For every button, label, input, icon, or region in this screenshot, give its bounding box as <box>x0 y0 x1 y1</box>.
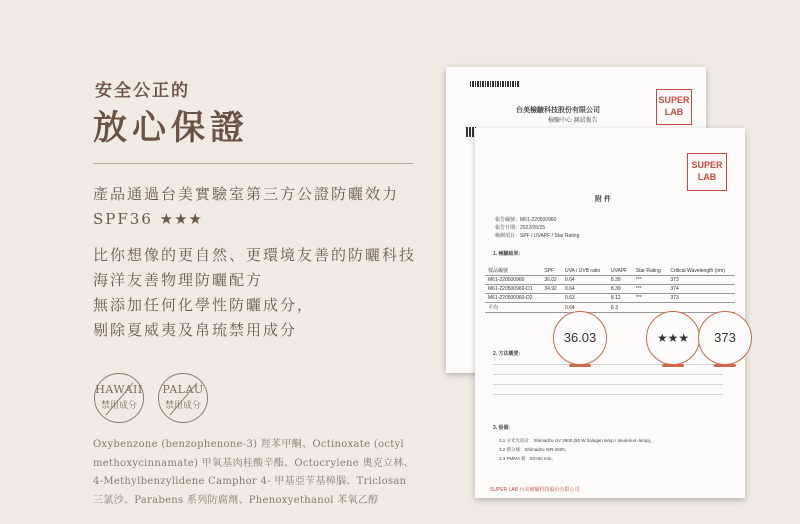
section-method: 2. 方法概要： <box>493 351 524 357</box>
method-text-block <box>493 364 723 404</box>
section-subtitle: 安全公正的 <box>95 81 190 101</box>
barcode-icon <box>470 81 520 87</box>
table-cell: 8.39 <box>608 285 633 294</box>
star-rating-value: ★★★ <box>656 331 690 345</box>
table-row <box>485 276 735 285</box>
spf-value: 36.03 <box>563 330 597 345</box>
table-cell: 0.64 <box>562 276 608 285</box>
table-cell <box>541 303 562 313</box>
badge-caption: 禁用成分 <box>100 401 137 411</box>
feature-item: 比你想像的更自然、更環境友善的防曬科技 <box>93 246 417 264</box>
table-cell: 0.64 <box>562 303 608 313</box>
equipment-item: 3.1 分光光度計：Shimadzu UV 2600 (50 W halogen lamp / deuterium lamp)。 <box>499 438 655 443</box>
table-cell: *** <box>633 276 668 285</box>
table-cell: *** <box>633 285 668 294</box>
feature-item: 無添加任何化學性防曬成分， <box>93 296 315 314</box>
table-cell: 8.3 <box>608 303 633 313</box>
logo-text: LAB <box>664 107 684 117</box>
star-rating: ★★★ <box>159 210 203 228</box>
report-number: 報告編號：M61-220500960 <box>495 217 557 223</box>
logo-text: SUPER <box>658 95 690 105</box>
table-header-row <box>485 266 735 276</box>
table-row <box>485 303 735 313</box>
badge-name: HAWAII <box>95 383 143 396</box>
section-results: 1. 檢驗結果： <box>493 251 524 257</box>
intro-line-2 <box>93 207 399 232</box>
table-cell: 0.63 <box>562 294 608 303</box>
table-cell: M61-220500960-D1 <box>485 285 541 294</box>
feature-list <box>93 243 416 343</box>
results-table <box>485 266 735 313</box>
divider <box>93 163 413 164</box>
palau-badge-icon <box>158 373 208 423</box>
equipment-item: 3.2 積分球：Shimadzu ISR-2600。 <box>499 447 570 452</box>
badge-caption: 禁用成分 <box>164 401 201 411</box>
feature-item: 剔除夏威夷及帛琉禁用成分 <box>93 321 298 339</box>
wavelength-value: 373 <box>714 330 736 345</box>
table-cell: 平均 <box>485 303 541 313</box>
table-cell: M61-220500960-D2 <box>485 294 541 303</box>
ingredient-line: Oxybenzone (benzophenone-3) 羥苯甲酮、Octinoxate (octyl <box>93 439 405 450</box>
equipment-item: 3.3 PMMA 板：50×50 mm。 <box>499 456 556 461</box>
badge-name: PALAU <box>162 383 204 396</box>
ingredient-line: 三氯沙、Parabens 系列防腐劑、Phenoxyethanol 苯氧乙醇 <box>93 494 379 506</box>
table-cell: 373 <box>667 294 735 303</box>
table-header: UVA / UVB ratio <box>562 266 608 276</box>
lab-company-name: 台美檢驗科技股份有限公司 <box>516 107 600 114</box>
table-cell <box>633 303 668 313</box>
wavelength-highlight-circle <box>698 311 752 365</box>
table-header: Critical Wavelength (nm) <box>667 266 735 276</box>
super-lab-logo <box>687 153 727 191</box>
table-row <box>485 294 735 303</box>
section-equipment: 3. 設備： <box>493 425 514 431</box>
super-lab-logo <box>656 89 692 125</box>
table-row <box>485 285 735 294</box>
test-report-appendix <box>475 128 745 498</box>
table-cell: 8.39 <box>608 276 633 285</box>
spf-highlight-circle <box>553 311 607 365</box>
feature-item: 海洋友善物理防曬配方 <box>93 271 264 289</box>
equipment-list <box>499 436 655 463</box>
banned-ingredients-list <box>93 436 423 510</box>
report-date: 報告日期：2022/05/25 <box>495 225 546 231</box>
table-cell: 36.02 <box>541 276 562 285</box>
spf-label: SPF36 <box>93 210 160 228</box>
table-cell: 8.12 <box>608 294 633 303</box>
table-cell: 374 <box>667 285 735 294</box>
section-title: 放心保證 <box>93 108 249 148</box>
table-cell: 373 <box>667 276 735 285</box>
intro-text <box>93 182 399 232</box>
logo-text: LAB <box>697 172 717 182</box>
lab-stamp: SUPER LAB 台美檢驗科技股份有限公司 <box>490 487 580 493</box>
star-rating-highlight-circle <box>646 311 700 365</box>
hawaii-badge-icon <box>94 373 144 423</box>
report-meta <box>495 216 579 240</box>
table-cell: 34.92 <box>541 285 562 294</box>
test-items: 檢測項目：SPF / UVAPF / Star Rating <box>495 233 580 239</box>
table-cell: 0.64 <box>562 285 608 294</box>
table-header: 樣品編號 <box>485 266 541 276</box>
table-cell <box>541 294 562 303</box>
table-header: SPF <box>541 266 562 276</box>
ingredient-line: methoxycinnamate) 甲氧基肉桂酸辛酯、Octocrylene 奧克立林、 <box>93 457 414 469</box>
intro-line-1: 產品通過台美實驗室第三方公證防曬效力 <box>93 185 400 203</box>
table-header: UVAPF <box>608 266 633 276</box>
table-header: Star Rating <box>633 266 668 276</box>
ingredient-line: 4-Methylbenzylidene Camphor 4- 甲基亞苄基樟腦、Triclosan <box>93 476 407 487</box>
logo-text: SUPER <box>691 160 723 170</box>
lab-department: 檢驗中心 測試報告 <box>548 118 598 124</box>
table-cell: *** <box>633 294 668 303</box>
appendix-heading: 附 件 <box>595 196 611 203</box>
table-cell: M61-220500960 <box>485 276 541 285</box>
